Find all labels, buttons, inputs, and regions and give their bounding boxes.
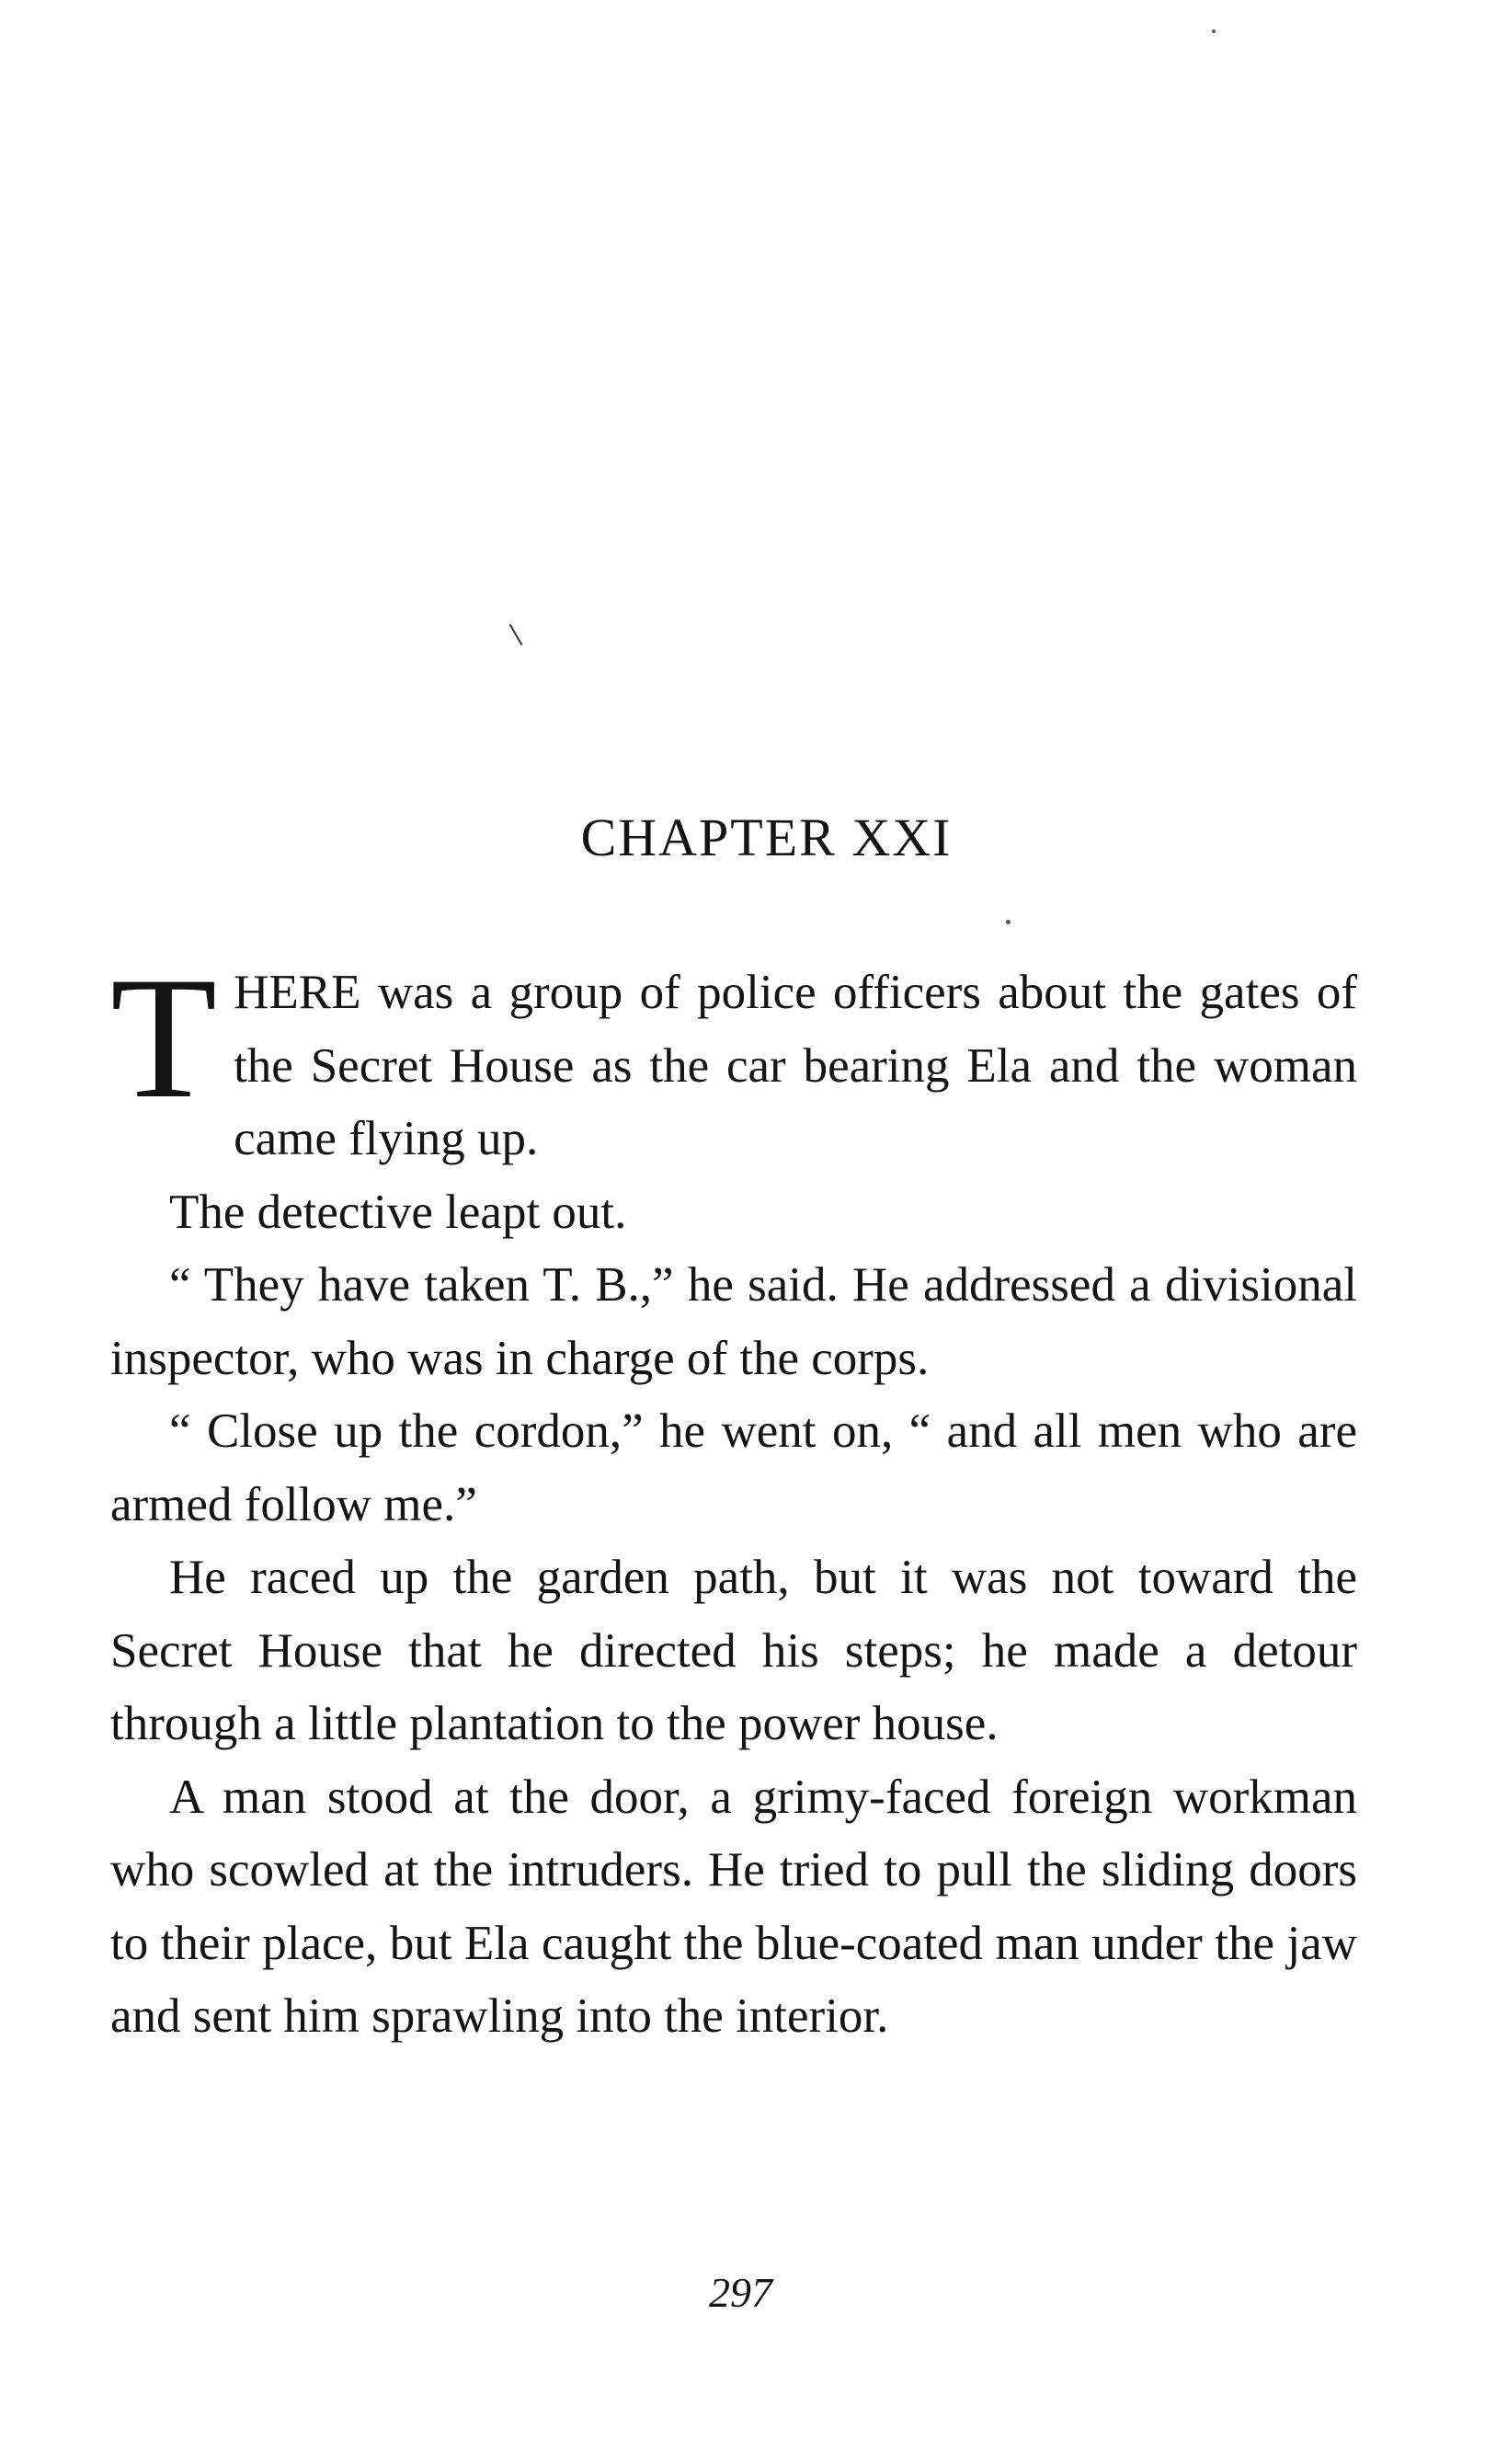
paragraph-2: The detective leapt out. <box>169 1185 627 1239</box>
print-mark <box>509 624 523 646</box>
page-number-text: 297 <box>709 2269 772 2316</box>
drop-cap: T <box>110 942 218 1135</box>
paragraph-4: “ Close up the cordon,” he went on, “ and all men who are armed follow me.” <box>110 1404 1357 1531</box>
paragraph-1-text: HERE was a group of police officers about the gates of the Secret House as the car bearing Ela and the woman came flying up. <box>234 966 1357 1165</box>
print-speck <box>1212 29 1216 33</box>
paragraph-5: He raced up the garden path, but it was not toward the Secret House that he directed his steps; he made a detour through a little plantation to the power house. <box>110 1551 1357 1750</box>
paragraph-1 <box>110 942 1357 1176</box>
chapter-heading-text: CHAPTER XXI <box>580 808 953 867</box>
chapter-heading <box>0 808 1496 867</box>
body-text <box>110 942 1357 2054</box>
paragraph-6: A man stood at the door, a grimy-faced foreign workman who scowled at the intruders. He tried to pull the sliding doors to their place, but Ela caught the blue-coated man under the jaw and sent him sprawling into the interior. <box>110 1770 1357 2043</box>
page-number <box>0 2269 1496 2316</box>
paragraph-3: “ They have taken T. B.,” he said. He addressed a divisional inspector, who was in charge of the corps. <box>110 1258 1357 1385</box>
print-speck <box>1006 920 1011 924</box>
